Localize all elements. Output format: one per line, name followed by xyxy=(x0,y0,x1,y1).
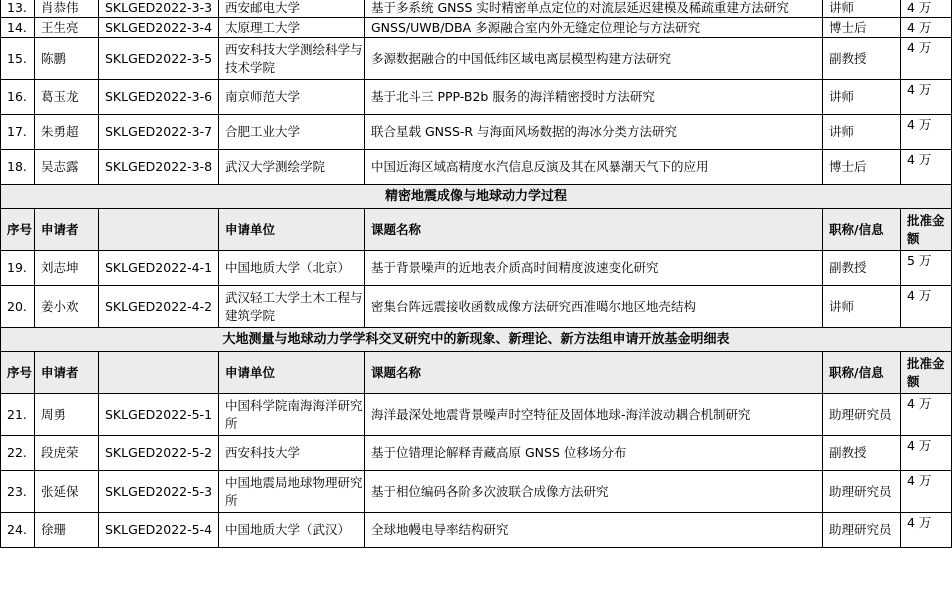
cell-code: SKLGED2022-3-4 xyxy=(99,18,219,38)
cell-amount: 4 万 xyxy=(901,115,952,150)
section-title-row xyxy=(1,185,952,209)
cell-rank: 副教授 xyxy=(823,251,901,286)
cell-code: SKLGED2022-3-7 xyxy=(99,115,219,150)
cell-rank: 博士后 xyxy=(823,150,901,185)
cell-code: SKLGED2022-3-5 xyxy=(99,38,219,80)
cell-code: SKLGED2022-5-3 xyxy=(99,471,219,513)
cell-topic: 基于背景噪声的近地表介质高时间精度波速变化研究 xyxy=(365,251,823,286)
table-row xyxy=(1,513,952,548)
cell-name: 姜小欢 xyxy=(35,286,99,328)
cell-rank: 讲师 xyxy=(823,286,901,328)
header-row xyxy=(1,209,952,251)
cell-no: 20. xyxy=(1,286,35,328)
cell-name: 吴志露 xyxy=(35,150,99,185)
cell-unit: 南京师范大学 xyxy=(219,80,365,115)
header-topic: 课题名称 xyxy=(365,209,823,251)
cell-name: 段虎荣 xyxy=(35,436,99,471)
header-row xyxy=(1,352,952,394)
cell-no: 19. xyxy=(1,251,35,286)
cell-rank: 讲师 xyxy=(823,80,901,115)
cell-no: 13. xyxy=(1,0,35,18)
cell-amount: 4 万 xyxy=(901,150,952,185)
header-unit: 申请单位 xyxy=(219,209,365,251)
cell-topic: 多源数据融合的中国低纬区域电离层模型构建方法研究 xyxy=(365,38,823,80)
header-rank: 职称/信息 xyxy=(823,352,901,394)
cell-topic: 密集台阵远震接收函数成像方法研究西准噶尔地区地壳结构 xyxy=(365,286,823,328)
header-topic: 课题名称 xyxy=(365,352,823,394)
cell-unit: 合肥工业大学 xyxy=(219,115,365,150)
cell-name: 陈鹏 xyxy=(35,38,99,80)
cell-amount: 4 万 xyxy=(901,18,952,38)
table-row xyxy=(1,150,952,185)
header-rank: 职称/信息 xyxy=(823,209,901,251)
table-row xyxy=(1,286,952,328)
cell-topic: 全球地幔电导率结构研究 xyxy=(365,513,823,548)
header-unit: 申请单位 xyxy=(219,352,365,394)
cell-name: 肖恭伟 xyxy=(35,0,99,18)
cell-name: 朱勇超 xyxy=(35,115,99,150)
cell-topic: 基于多系统 GNSS 实时精密单点定位的对流层延迟建模及稀疏重建方法研究 xyxy=(365,0,823,18)
cell-name: 刘志坤 xyxy=(35,251,99,286)
cell-no: 18. xyxy=(1,150,35,185)
table-row xyxy=(1,471,952,513)
cell-no: 22. xyxy=(1,436,35,471)
cell-no: 24. xyxy=(1,513,35,548)
header-code xyxy=(99,209,219,251)
cell-unit: 武汉大学测绘学院 xyxy=(219,150,365,185)
cell-rank: 副教授 xyxy=(823,436,901,471)
cell-no: 16. xyxy=(1,80,35,115)
header-amount: 批准金额 xyxy=(901,209,952,251)
table-row xyxy=(1,251,952,286)
cell-code: SKLGED2022-3-3 xyxy=(99,0,219,18)
cell-no: 17. xyxy=(1,115,35,150)
table-row xyxy=(1,38,952,80)
cell-amount: 4 万 xyxy=(901,471,952,513)
section-title: 精密地震成像与地球动力学过程 xyxy=(1,185,952,209)
section-title: 大地测量与地球动力学学科交叉研究中的新现象、新理论、新方法组申请开放基金明细表 xyxy=(1,328,952,352)
cell-amount: 4 万 xyxy=(901,436,952,471)
section-title-row xyxy=(1,328,952,352)
cell-code: SKLGED2022-4-1 xyxy=(99,251,219,286)
cell-name: 张延保 xyxy=(35,471,99,513)
table-row xyxy=(1,115,952,150)
cell-rank: 博士后 xyxy=(823,18,901,38)
table-row xyxy=(1,0,952,18)
cell-name: 徐珊 xyxy=(35,513,99,548)
cell-name: 周勇 xyxy=(35,394,99,436)
header-code xyxy=(99,352,219,394)
cell-topic: GNSS/UWB/DBA 多源融合室内外无缝定位理论与方法研究 xyxy=(365,18,823,38)
table-row xyxy=(1,436,952,471)
cell-unit: 武汉轻工大学土木工程与建筑学院 xyxy=(219,286,365,328)
cell-code: SKLGED2022-3-6 xyxy=(99,80,219,115)
cell-unit: 中国地质大学（北京） xyxy=(219,251,365,286)
cell-rank: 助理研究员 xyxy=(823,513,901,548)
cell-name: 王生亮 xyxy=(35,18,99,38)
cell-rank: 助理研究员 xyxy=(823,471,901,513)
cell-topic: 基于相位编码各阶多次波联合成像方法研究 xyxy=(365,471,823,513)
cell-topic: 基于位错理论解释青藏高原 GNSS 位移场分布 xyxy=(365,436,823,471)
cell-rank: 助理研究员 xyxy=(823,394,901,436)
header-no: 序号 xyxy=(1,352,35,394)
cell-amount: 4 万 xyxy=(901,80,952,115)
header-name: 申请者 xyxy=(35,209,99,251)
cell-code: SKLGED2022-5-1 xyxy=(99,394,219,436)
header-no: 序号 xyxy=(1,209,35,251)
header-name: 申请者 xyxy=(35,352,99,394)
cell-unit: 太原理工大学 xyxy=(219,18,365,38)
table-body xyxy=(1,0,952,548)
cell-unit: 西安科技大学测绘科学与技术学院 xyxy=(219,38,365,80)
cell-amount: 4 万 xyxy=(901,38,952,80)
cell-code: SKLGED2022-5-2 xyxy=(99,436,219,471)
table-row xyxy=(1,18,952,38)
cell-unit: 中国科学院南海海洋研究所 xyxy=(219,394,365,436)
cell-unit: 中国地震局地球物理研究所 xyxy=(219,471,365,513)
cell-topic: 海洋最深处地震背景噪声时空特征及固体地球-海洋波动耦合机制研究 xyxy=(365,394,823,436)
cell-topic: 中国近海区域高精度水汽信息反演及其在风暴潮天气下的应用 xyxy=(365,150,823,185)
cell-name: 葛玉龙 xyxy=(35,80,99,115)
cell-amount: 4 万 xyxy=(901,513,952,548)
cell-no: 15. xyxy=(1,38,35,80)
cell-topic: 联合星载 GNSS-R 与海面风场数据的海冰分类方法研究 xyxy=(365,115,823,150)
cell-rank: 讲师 xyxy=(823,0,901,18)
cell-no: 23. xyxy=(1,471,35,513)
cell-amount: 5 万 xyxy=(901,251,952,286)
cell-code: SKLGED2022-5-4 xyxy=(99,513,219,548)
cell-unit: 西安邮电大学 xyxy=(219,0,365,18)
cell-rank: 副教授 xyxy=(823,38,901,80)
cell-unit: 中国地质大学（武汉） xyxy=(219,513,365,548)
cell-code: SKLGED2022-3-8 xyxy=(99,150,219,185)
table-row xyxy=(1,394,952,436)
cell-no: 21. xyxy=(1,394,35,436)
cell-amount: 4 万 xyxy=(901,394,952,436)
cell-amount: 4 万 xyxy=(901,0,952,18)
cell-unit: 西安科技大学 xyxy=(219,436,365,471)
header-amount: 批准金额 xyxy=(901,352,952,394)
cell-code: SKLGED2022-4-2 xyxy=(99,286,219,328)
cell-topic: 基于北斗三 PPP-B2b 服务的海洋精密授时方法研究 xyxy=(365,80,823,115)
cell-no: 14. xyxy=(1,18,35,38)
cell-rank: 讲师 xyxy=(823,115,901,150)
table-row xyxy=(1,80,952,115)
cell-amount: 4 万 xyxy=(901,286,952,328)
